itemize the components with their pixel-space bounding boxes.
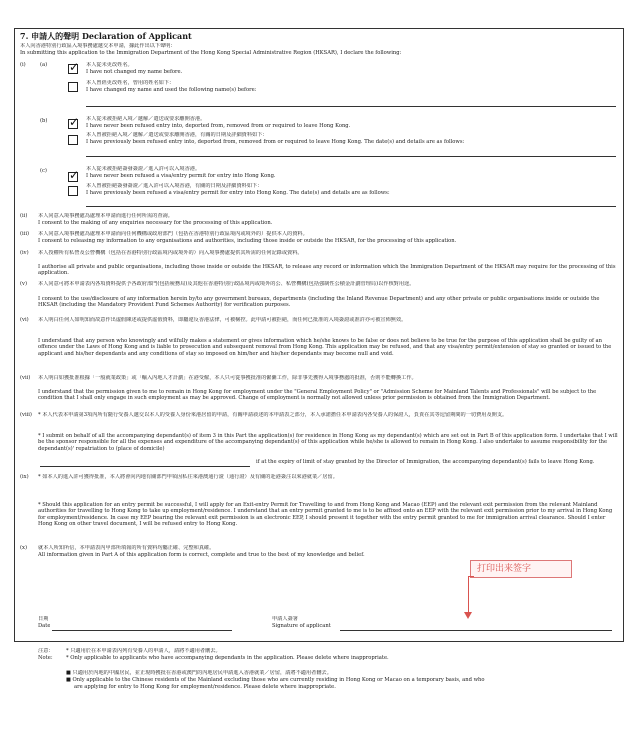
note-1-zh: * 只適用於在本申請表內列有受養人的申請人，請將不適用者刪去。 xyxy=(66,648,221,654)
date-label-zh: 日期 xyxy=(38,616,49,622)
item-viii-number: (viii) xyxy=(20,412,32,418)
annotation-text: 打印出来签字 xyxy=(477,564,532,574)
never-refused-visa-checkbox[interactable] xyxy=(68,172,78,182)
item-ii-number: (ii) xyxy=(20,213,28,219)
item-x-zh: 就本人所知所信，本申請表內甲部所填報的所有資料均屬正確、完整和真確。 xyxy=(38,545,215,551)
item-i-sub: (a) xyxy=(40,62,48,68)
name-unchanged-zh: 本人從未更改姓名。 xyxy=(86,62,133,68)
date-field[interactable] xyxy=(52,630,232,631)
visa-refusal-details-line[interactable] xyxy=(86,206,616,207)
never-refused-entry-checkbox[interactable] xyxy=(68,119,78,129)
item-ix-en: * Should this application for an entry permit be successful, I will apply for an Exit-entry Permit for Travelling to and from Hong Kong and Macao (EEP) and the relevant exit permission from the relevant Mainland authorities for travelling to Hong Kong to take up employment/residence. I understand that an entry permit granted to me is to be affixed onto an EEP with the relevant exit permission prior to my arrival in Hong Kong for employment/residence. In case my EEP bearing the relevant exit permission is an electronic EEP, I should present it together with the entry permit granted to me for immigration arrival clearance. Should I enter Hong Kong on other travel document, I will be refused entry to Hong Kong. xyxy=(38,502,613,528)
item-iv-number: (iv) xyxy=(20,250,29,256)
note-2-en-1: ■ Only applicable to the Chinese residents of the Mainland excluding those who are currently residing in Hong Kong or Macao on a temporary basis, and who xyxy=(66,677,485,683)
refused-visa-checkbox[interactable] xyxy=(68,186,78,196)
never-refused-entry-en: I have never been refused entry into, deported from, removed from or required to leave Hong Kong. xyxy=(86,123,351,129)
date-label-en: Date xyxy=(38,623,51,629)
section-title-zh: 申請人的聲明 xyxy=(31,31,80,41)
item-viii-en-2: if at the expiry of limit of stay granted by the Director of Immigration, the accompanying dependant(s) fails to leave Hong Kong. xyxy=(256,459,595,465)
item-ix-number: (ix) xyxy=(20,474,29,480)
item-viii-zh: * 本人代表本申請第3項內所有隨行受養人遞交以本人的受養人身份來港居留的申請，有關申請敍述的本申請表之部分，本人承諾擔任本申請表內各受養人的保證人，負責在其等逗留期間的一切費用及開支。 xyxy=(38,412,508,418)
signature-label-zh: 申請人簽署 xyxy=(272,616,298,622)
item-vi-zh: 本人明白任何人如明知而故意作出虛假陳述或提供虛假資料，即屬違反香港法律，可被檢控。此申請可被拒絕，而任何已批准的入境簽證或准許亦可被宣佈無效。 xyxy=(38,317,407,323)
refused-entry-zh: 本人曾被拒絕入境／遞解／遣送或要求離開香港，有關的日期及詳細資料如下： xyxy=(86,132,268,138)
item-b-sub: (b) xyxy=(40,118,48,124)
item-v-en: I consent to the use/disclosure of any information herein by/to any government bureaux, departments (including the Inland Revenue Department) and any other private or public organisations inside or outside the HKSAR (including the Mandatory Provident Fund Schemes Authority) for verification purposes. xyxy=(38,296,600,309)
note-label-zh: 注意： xyxy=(38,648,54,654)
item-iv-en: I authorise all private and public organisations, including those inside or outside the HKSAR, to release any record or information which the Immigration Department of the HKSAR may require for the processing of this application. xyxy=(38,264,616,277)
previous-names-line[interactable] xyxy=(86,106,616,107)
section-number: 7. xyxy=(20,31,29,41)
intro-zh: 本人向香港特別行政區入境事務處遞交本申請，據此作出以下聲明： xyxy=(20,43,176,49)
item-x-number: (x) xyxy=(20,545,27,551)
name-changed-checkbox[interactable] xyxy=(68,82,78,92)
signature-field[interactable] xyxy=(340,630,612,631)
refused-visa-en: I have previously been refused a visa/entry permit for entry into Hong Kong. The date(s) and details are as follows: xyxy=(86,190,390,196)
item-vi-number: (vi) xyxy=(20,317,29,323)
item-vii-zh: 本人明白如獲批准根據「一般就業政策」或「輸入內地人才計劃」在港受僱，本人只可從事獲批准的僱傭工作，除非事先獲得入境事務處的批准，否則不能轉換工作。 xyxy=(38,375,417,381)
item-vii-en: I understand that the permission given to me to remain in Hong Kong for employment under the "General Employment Policy" or "Admission Scheme for Mainland Talents and Professionals" will be subject to the condition that I shall only engage in such employment as may be approved. Change of employment is normally not allowed unless prior permission is obtained from the Immigration Department. xyxy=(38,389,597,402)
note-1-en: * Only applicable to applicants who have accompanying dependants in the application. Please delete where inappropriate. xyxy=(66,655,389,661)
item-viii-en: * I submit on behalf of all the accompanying dependant(s) of item 3 in this Part the application(s) for residence in Hong Kong as my dependant(s) which are set out in Part B of this application form. I undertake that I will be the sponsor responsible for all the expenses and expenditure of the accompanying dependant(s) of this application while he/she is allowed to remain in Hong Kong. I also undertake to assume responsibility for the dependant(s)' repatriation to (place of domicile) xyxy=(38,433,618,452)
item-i-number: (i) xyxy=(20,62,26,68)
note-label-en: Note: xyxy=(38,655,53,661)
place-of-domicile-line[interactable] xyxy=(40,466,250,467)
item-ii-zh: 本人同意入境事務處為處理本申請而進行任何所需的查詢。 xyxy=(38,213,173,219)
item-iii-number: (iii) xyxy=(20,231,30,237)
refusal-details-line[interactable] xyxy=(86,156,616,157)
item-vi-en: I understand that any person who knowingly and wilfully makes a statement or gives information which he/she knows to be false or does not believe to be true for the purpose of this application shall be guilty of an offence under the Laws of Hong Kong and is liable to prosecution and subsequent removal from Hong Kong. This application may be refused, and that any visa/entry permit/extension of stay so granted or issued to the applicant and his/her dependants and any conditions of stay so imposed on him/her and his/her dependants may become null and void. xyxy=(38,338,612,357)
item-x-en: All information given in Part A of this application form is correct, complete and true to the best of my knowledge and belief. xyxy=(38,552,365,558)
section-title-en: Declaration of Applicant xyxy=(81,31,192,41)
item-ii-en: I consent to the making of any enquiries necessary for the processing of this application. xyxy=(38,220,273,226)
note-2-zh: ■ 只適用於內地的中國居民，並正現時獲批在香港或澳門的內地居民申請進入香港就業／居留，請將不適用者刪去。 xyxy=(66,670,332,676)
annotation-arrow-head xyxy=(464,612,472,619)
item-c-sub: (c) xyxy=(40,168,47,174)
item-v-zh: 本人同意可將本申請表內各項資料提供予各政府部門(包括稅務局)及其他在香港特別行政區境內或境外的公、私營機構(包括強制性公積金計劃管理局)以作核對用途。 xyxy=(38,281,415,287)
annotation-arrow-shaft xyxy=(468,576,469,616)
note-2-en-2: are applying for entry to Hong Kong for employment/residence. Please delete where inappropriate. xyxy=(74,684,336,690)
section-title xyxy=(20,31,192,42)
intro-en: In submitting this application to the Immigration Department of the Hong Kong Special Administrative Region (HKSAR), I declare the following: xyxy=(20,50,402,56)
name-changed-zh: 本人曾經更改姓名，曾用的姓名如下： xyxy=(86,80,175,86)
never-refused-visa-en: I have never been refused a visa/entry permit for entry into Hong Kong. xyxy=(86,173,276,179)
name-unchanged-en: I have not changed my name before. xyxy=(86,69,183,75)
never-refused-visa-zh: 本人從未被拒絕簽發簽證／進入許可以入境香港。 xyxy=(86,166,201,172)
signature-label-en: Signature of applicant xyxy=(272,623,331,629)
item-iii-zh: 本人同意入境事務處為處理本申請而向任何機構或政府部門（包括在香港特別行政區境內或境外的）提供本人的資料。 xyxy=(38,231,308,237)
item-iii-en: I consent to releasing my information to any organisations and authorities, including those inside or outside the HKSAR, for the processing of this application. xyxy=(38,238,457,244)
refused-entry-checkbox[interactable] xyxy=(68,135,78,145)
refused-visa-zh: 本人曾被拒絕簽發簽證／進入許可以入境香港，有關的日期及詳細資料如下： xyxy=(86,183,263,189)
name-unchanged-checkbox[interactable] xyxy=(68,64,78,74)
name-changed-en: I have changed my name and used the following name(s) before: xyxy=(86,87,257,93)
item-vii-number: (vii) xyxy=(20,375,31,381)
item-v-number: (v) xyxy=(20,281,27,287)
item-ix-zh: * 如本人的進入許可獲得批准，本人將會向內地有關部門申領因私往來港澳通行證（通行證）及有關的赴港簽注以來港就業／居留。 xyxy=(38,474,338,480)
refused-entry-en: I have previously been refused entry into, deported from, removed from or required to leave Hong Kong. The date(s) and details are as follows: xyxy=(86,139,465,145)
never-refused-entry-zh: 本人從未被拒絕入境／遞解／遣送或要求離開香港。 xyxy=(86,116,206,122)
handwritten-annotation xyxy=(470,560,572,578)
item-iv-zh: 本人授權所有私營及公營機構（包括在香港特別行政區境內或境外的）向入境事務處提供其所需的任何記錄或資料。 xyxy=(38,250,303,256)
